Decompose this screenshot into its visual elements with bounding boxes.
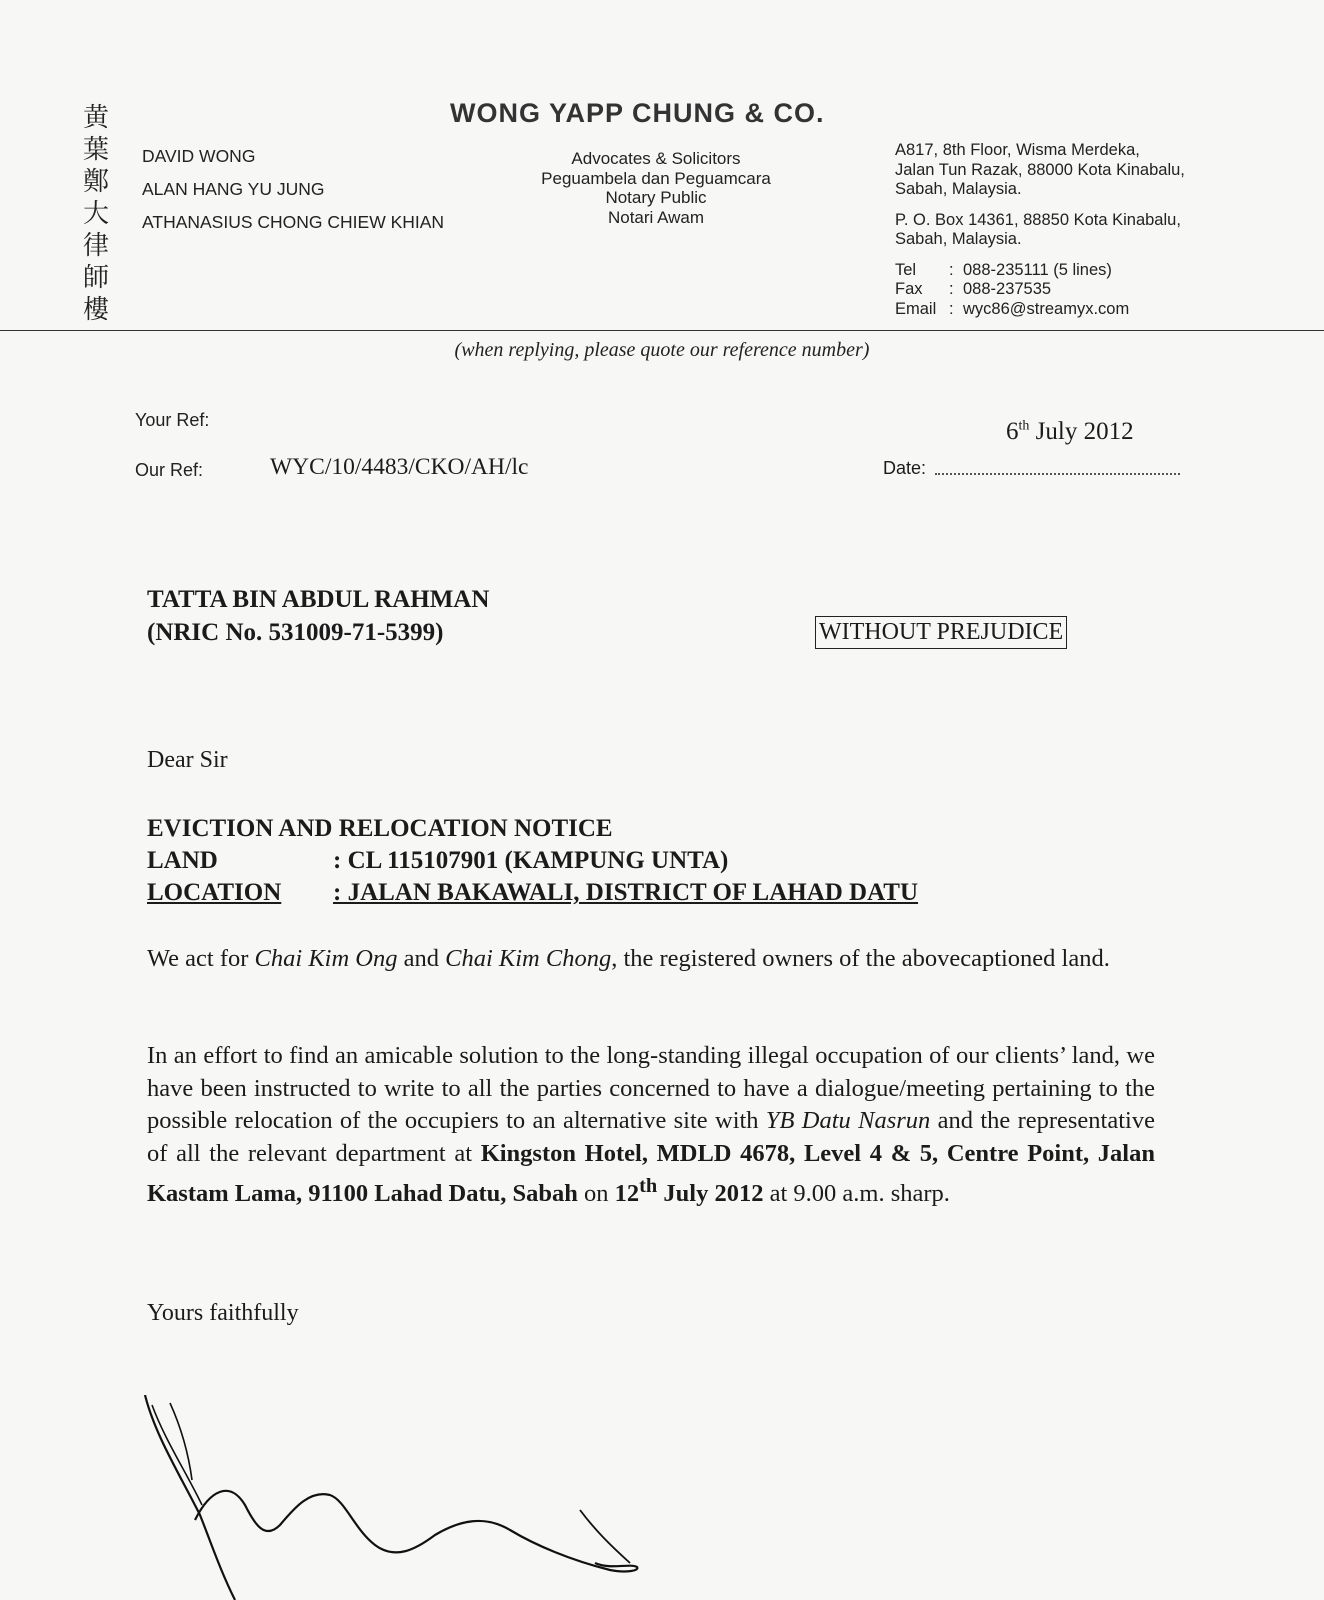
service-line: Advocates & Solicitors: [571, 149, 741, 168]
our-ref-label: Our Ref:: [135, 460, 204, 480]
contact-value: wyc86@streamyx.com: [963, 299, 1130, 318]
meeting-venue: Kingston Hotel, MDLD 4678, Level 4 & 5, Centre Point, Jalan Kastam Lama, 91100 Lahad Datu, Sabah: [147, 1139, 1155, 1208]
subject-location-row: [147, 877, 918, 909]
meeting-day-suffix: th: [639, 1175, 658, 1197]
partner-name: ATHANASIUS CHONG CHIEW KHIAN: [142, 212, 445, 232]
client-name: Chai Kim Chong: [445, 945, 612, 972]
land-value: : CL 115107901 (KAMPUNG UNTA): [333, 847, 729, 874]
text-run: In an effort to find an amicable solution to the long-standing illegal occupation of our clients’ land, we have been instructed to write to all the parties concerned to have a dialogue/meeting pertaining to the possible relocation of the occupiers to an alternative site with: [147, 1042, 1155, 1134]
address-line: A817, 8th Floor, Wisma Merdeka,: [895, 141, 1140, 159]
contact-label: Tel: [895, 260, 917, 279]
contact-value: 088-237535: [963, 280, 1052, 298]
contact-tel: Tel : 088-235111 (5 lines): [895, 260, 1112, 279]
text-run: and the representative of all the relevant department at: [147, 1107, 1155, 1167]
without-prejudice-box: WITHOUT PREJUDICE: [815, 616, 1067, 649]
date-dotted-line: [935, 458, 1180, 475]
contact-email: Email : wyc86@streamyx.com: [895, 299, 1130, 318]
text-run: on: [577, 1180, 615, 1208]
chinese-char: 律: [82, 231, 109, 261]
signature-stroke: [145, 1395, 235, 1600]
date-month-year: July 2012: [1035, 418, 1134, 445]
service-line: Notari Awam: [607, 207, 705, 227]
subject-land-row: [147, 845, 918, 877]
contact-label: Fax: [895, 280, 923, 298]
chinese-char: 葉: [82, 135, 109, 165]
text-run: We act for: [147, 945, 255, 972]
your-ref-label: Your Ref:: [135, 410, 210, 430]
meeting-day: 12: [614, 1180, 640, 1208]
signature-stroke: [580, 1510, 630, 1563]
subject-title: EVICTION AND RELOCATION NOTICE: [147, 815, 613, 842]
address-line: Jalan Tun Razak, 88000 Kota Kinabalu,: [895, 160, 1185, 179]
letter-date: [1006, 418, 1134, 446]
paragraph-clients: [147, 943, 1155, 976]
date-suffix: th: [1018, 418, 1030, 434]
firm-services: [515, 149, 797, 227]
recipient-block: [147, 583, 489, 649]
contact-label: Email: [895, 299, 937, 318]
client-name: Chai Kim Ong: [254, 945, 398, 972]
firm-address-block: [895, 141, 1185, 319]
text-run: and: [397, 945, 446, 972]
chinese-char: 樓: [82, 295, 109, 325]
location-value: : JALAN BAKAWALI, DISTRICT OF LAHAD DATU: [333, 879, 919, 906]
address-line: Sabah, Malaysia.: [895, 180, 1022, 198]
text-run: at 9.00 a.m. sharp.: [763, 1180, 950, 1208]
firm-name: WONG YAPP CHUNG & CO.: [450, 98, 825, 128]
text-run: , the registered owners of the abovecaptioned land.: [611, 945, 1110, 972]
chinese-firm-name: [80, 102, 112, 326]
letterhead-divider: [0, 330, 1324, 331]
meeting-date: [614, 1175, 764, 1208]
po-box-line: P. O. Box 14361, 88850 Kota Kinabalu,: [895, 210, 1181, 229]
service-line: Peguambela dan Peguamcara: [541, 168, 771, 188]
po-box-line: Sabah, Malaysia.: [895, 230, 1022, 248]
subject-block: [147, 813, 918, 909]
contact-fax: Fax : 088-237535: [895, 280, 1052, 298]
partner-list: [142, 140, 444, 239]
closing: Yours faithfully: [147, 1300, 299, 1326]
official-name: YB Datu Nasrun: [765, 1107, 931, 1134]
land-label: LAND: [147, 847, 218, 874]
signature-stroke: [195, 1491, 637, 1572]
partner-name: DAVID WONG: [142, 146, 256, 166]
partner-name: ALAN HANG YU JUNG: [142, 179, 325, 199]
chinese-char: 鄭: [82, 167, 109, 197]
chinese-char: 師: [82, 263, 109, 293]
handwritten-signature: [140, 1395, 660, 1600]
signature-stroke: [170, 1403, 192, 1480]
reply-note: (when replying, please quote our reference number): [454, 339, 870, 361]
date-label: Date:: [883, 458, 927, 478]
salutation: Dear Sir: [147, 747, 228, 773]
location-label: LOCATION: [147, 879, 282, 906]
our-ref-value: WYC/10/4483/CKO/AH/lc: [270, 454, 529, 480]
chinese-char: 大: [82, 199, 109, 229]
meeting-month-year: July 2012: [657, 1180, 764, 1208]
contact-value: 088-235111 (5 lines): [963, 260, 1112, 279]
paragraph-meeting: [147, 1040, 1155, 1211]
date-day: 6: [1006, 418, 1019, 445]
chinese-char: 黄: [82, 103, 109, 133]
recipient-name: TATTA BIN ABDUL RAHMAN: [147, 586, 490, 613]
recipient-nric: (NRIC No. 531009-71-5399): [147, 619, 444, 646]
service-line: Notary Public: [605, 188, 707, 207]
